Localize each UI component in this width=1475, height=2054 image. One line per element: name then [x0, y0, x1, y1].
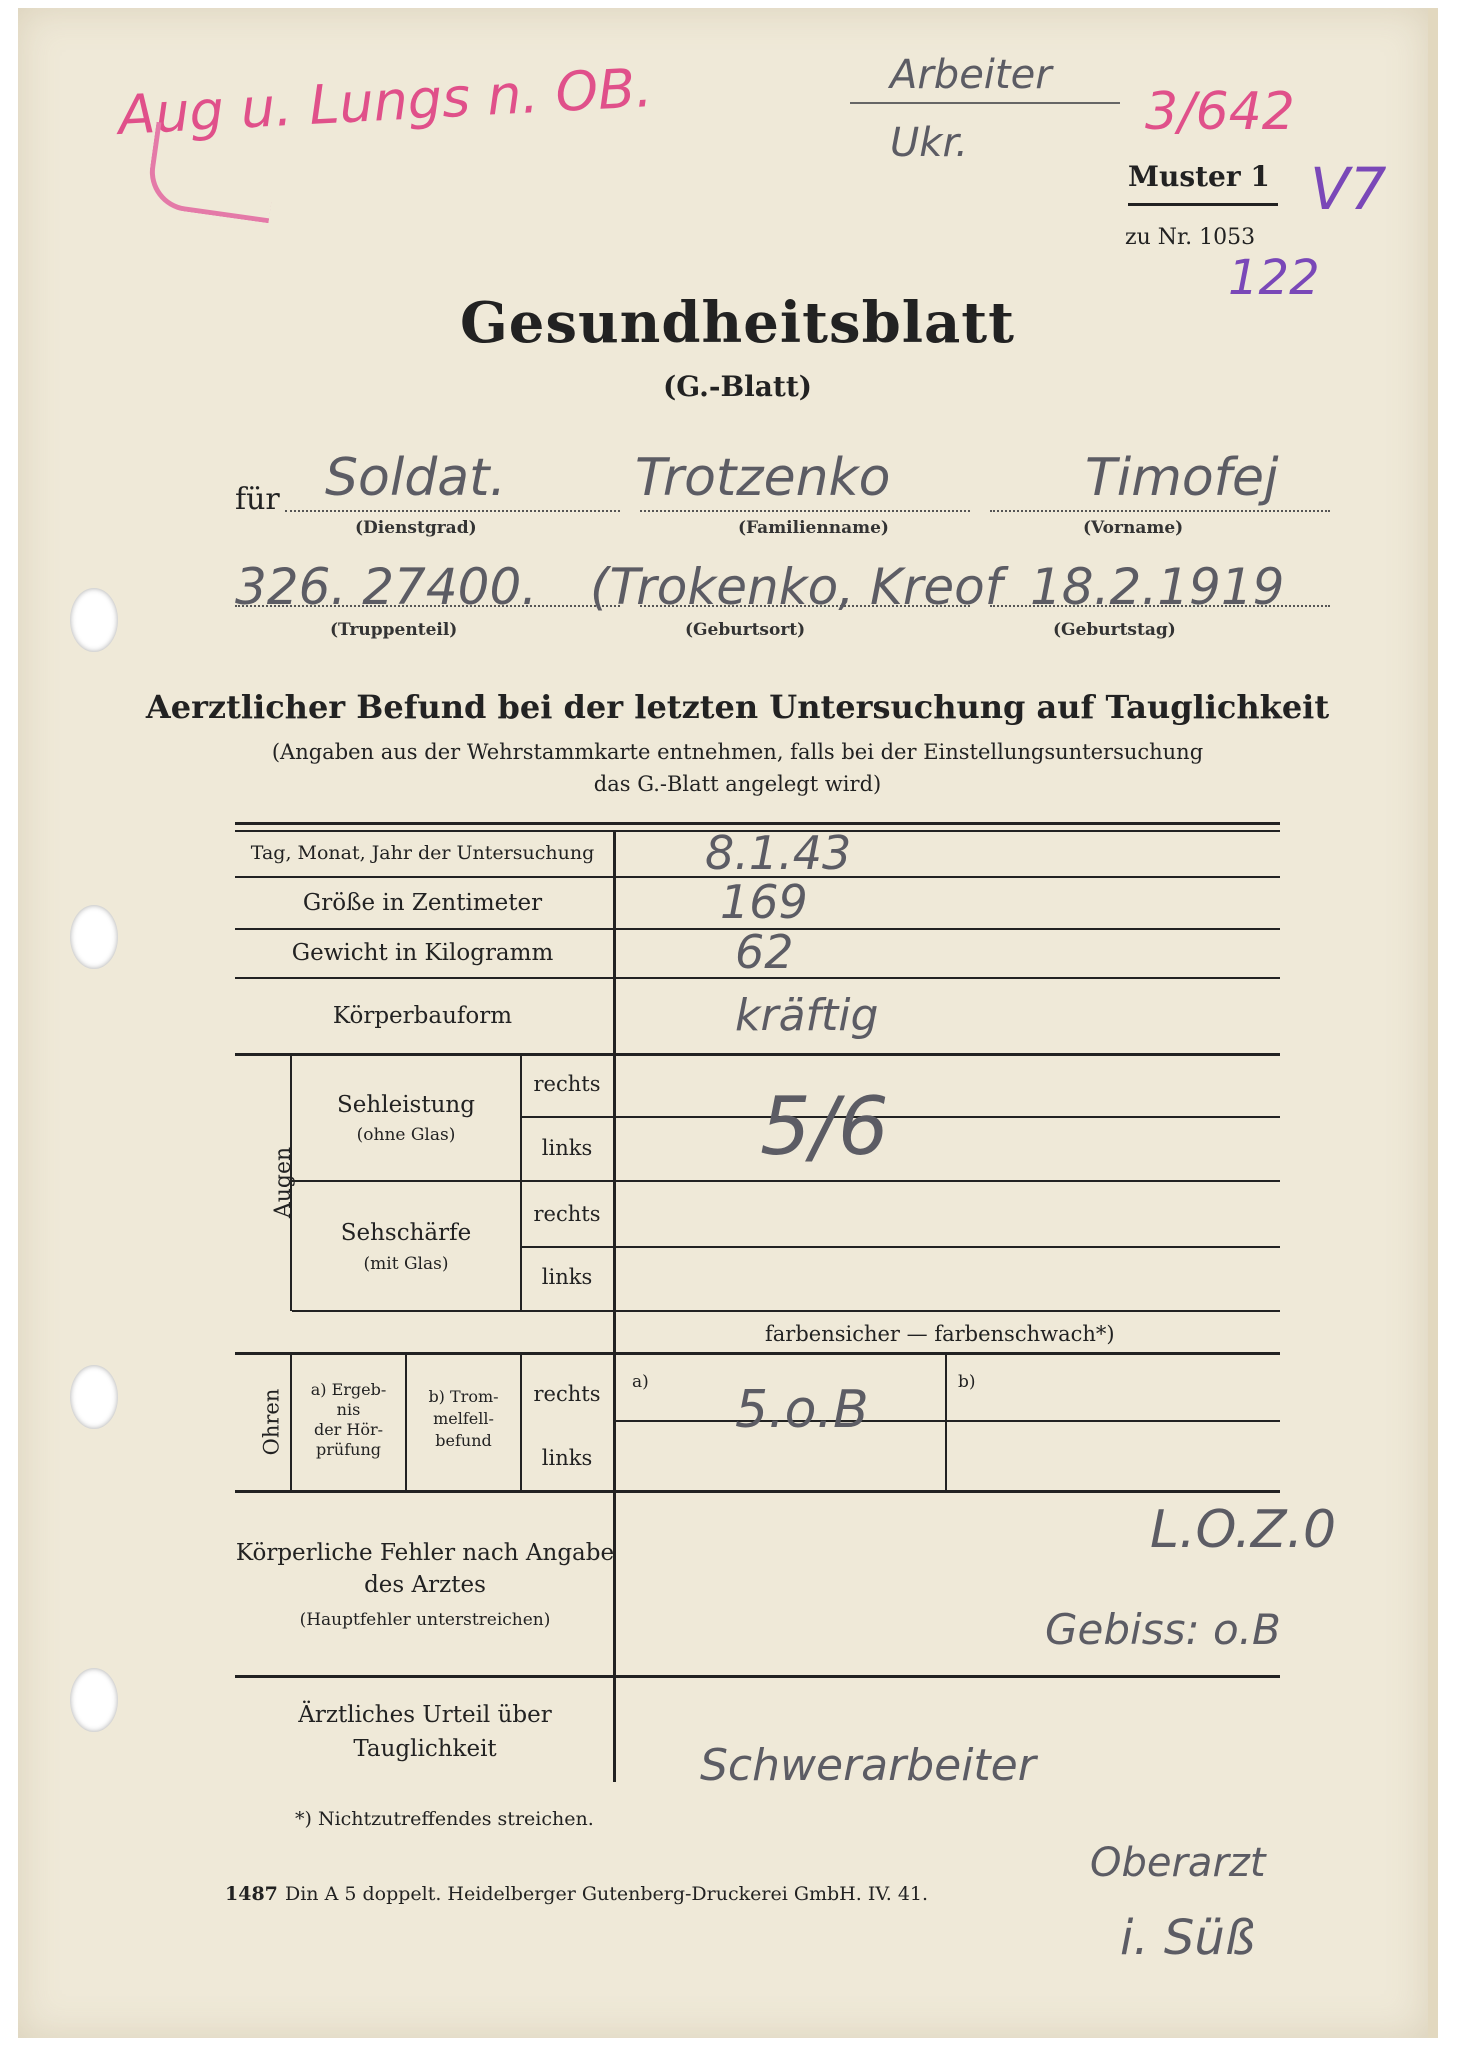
dienstgrad-value: Soldat.: [325, 448, 507, 508]
ohren-links: links: [541, 1446, 593, 1470]
page-subtitle: (G.-Blatt): [662, 370, 813, 403]
height-label: Größe in Zentimeter: [302, 890, 543, 916]
red-annotation: Aug u. Lungs n. OB.: [116, 56, 654, 147]
sehleistung-sub: (ohne Glas): [356, 1125, 456, 1145]
fehler-value-1: L.O.Z.0: [1150, 1500, 1337, 1560]
height-value: 169: [720, 875, 808, 929]
nationality-note: Ukr.: [890, 120, 968, 166]
column-a-label: a): [632, 1372, 649, 1392]
punch-hole: [70, 588, 118, 652]
build-value: kräftig: [735, 990, 879, 1041]
sehschaerfe-sub: (mit Glas): [363, 1254, 449, 1274]
ohren-rechts: rechts: [533, 1382, 601, 1406]
fehler-label-3: (Hauptfehler unterstreichen): [299, 1610, 551, 1630]
truppenteil-caption: (Truppenteil): [330, 620, 458, 640]
sehleistung-rechts: rechts: [533, 1072, 601, 1096]
ohren-label: Ohren: [259, 1388, 284, 1456]
urteil-label-2: Tauglichkeit: [353, 1736, 497, 1762]
familienname-value: Trotzenko: [635, 448, 891, 508]
signature: i. Süß: [1120, 1910, 1255, 1966]
table-top-rule: [235, 822, 1280, 825]
form-number: 1487: [225, 1883, 278, 1905]
file-number: 3/642: [1145, 82, 1295, 142]
vorname-value: Timofej: [1085, 448, 1279, 508]
signature-title: Oberarzt: [1090, 1840, 1266, 1886]
section-note-2: das G.-Blatt angelegt wird): [593, 772, 882, 796]
sehleistung-value: 5/6: [760, 1080, 889, 1173]
muster-label: Muster 1: [1128, 160, 1270, 193]
check-mark: V7: [1310, 155, 1387, 223]
section-heading: Aerztlicher Befund bei der letzten Untersuchung auf Tauglichkeit: [145, 688, 1330, 726]
truppenteil-value: 326. 27400.: [235, 558, 538, 616]
section-note-1: (Angaben aus der Wehrstammkarte entnehmen, falls bei der Einstellungsuntersuchung: [271, 740, 1204, 764]
weight-label: Gewicht in Kilogramm: [291, 940, 554, 966]
geburtsort-caption: (Geburtsort): [685, 620, 806, 640]
printer-line: Din A 5 doppelt. Heidelberger Gutenberg-Druckerei GmbH. IV. 41.: [285, 1883, 929, 1905]
ohren-value: 5.o.B: [735, 1380, 869, 1440]
fehler-value-2: Gebiss: o.B: [1045, 1605, 1281, 1654]
augen-label: Augen: [271, 1146, 297, 1219]
geburtstag-value: 18.2.1919: [1030, 558, 1285, 616]
hoerpruefung-label: a) Ergeb- nis der Hör- prüfung: [310, 1380, 387, 1459]
geburtsort-value: (Trokenko, Kreof: [590, 558, 1003, 616]
date-label: Tag, Monat, Jahr der Untersuchung: [250, 842, 595, 864]
trommelfell-label: b) Trom- melfell- befund: [428, 1387, 499, 1450]
dienstgrad-caption: (Dienstgrad): [355, 518, 477, 538]
familienname-caption: (Familienname): [738, 518, 889, 538]
sehschaerfe-rechts: rechts: [533, 1202, 601, 1226]
build-label: Körperbauform: [332, 1003, 513, 1029]
sehschaerfe-label: Sehschärfe: [340, 1220, 472, 1246]
muster-underline: [1128, 203, 1278, 206]
punch-hole: [70, 905, 118, 969]
fuer-label: für: [235, 482, 280, 517]
urteil-value: Schwerarbeiter: [700, 1740, 1036, 1791]
punch-hole: [70, 1365, 118, 1429]
underline: [850, 102, 1120, 104]
fehler-label-1: Körperliche Fehler nach Angabe: [235, 1540, 615, 1566]
vorname-caption: (Vorname): [1083, 518, 1184, 538]
urteil-label-1: Ärztliches Urteil über: [298, 1702, 552, 1728]
table-value-divider: [613, 830, 616, 1782]
punch-hole: [70, 1668, 118, 1732]
geburtstag-caption: (Geburtstag): [1053, 620, 1176, 640]
page-title: Gesundheitsblatt: [459, 290, 1016, 356]
sehschaerfe-links: links: [541, 1265, 593, 1289]
date-value: 8.1.43: [705, 826, 852, 880]
sehleistung-label: Sehleistung: [337, 1092, 475, 1118]
weight-value: 62: [735, 925, 794, 979]
footnote: *) Nichtzutreffendes streichen.: [295, 1808, 594, 1830]
column-b-label: b): [958, 1372, 976, 1392]
farben-label: farbensicher — farbenschwach*): [765, 1322, 1115, 1346]
zu-nr: zu Nr. 1053: [1125, 225, 1256, 250]
violet-number: 122: [1228, 250, 1320, 306]
occupation-note: Arbeiter: [890, 52, 1052, 98]
sehleistung-links: links: [541, 1136, 593, 1160]
fehler-label-2: des Arztes: [364, 1572, 486, 1598]
